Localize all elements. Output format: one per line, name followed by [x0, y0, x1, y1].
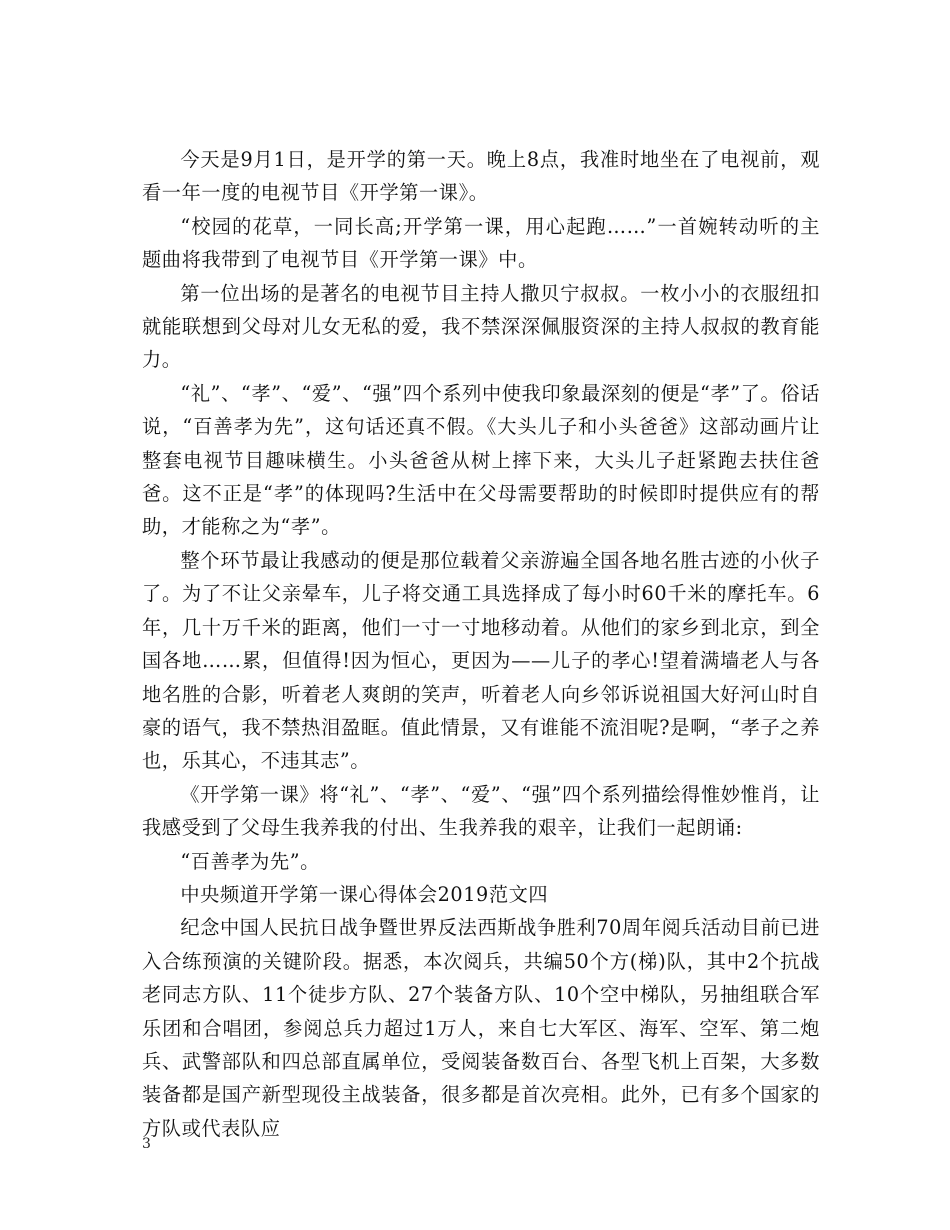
- document-body: [142, 143, 820, 1145]
- paragraph: 纪念中国人民抗日战争暨世界反法西斯战争胜利70周年阅兵活动目前已进入合练预演的关键阶段。据悉，本次阅兵，共编50个方(梯)队，其中2个抗战老同志方队、11个徒步方队、27个装备方队、10个空中梯队，另抽组联合军乐团和合唱团，参阅总兵力超过1万人，来自七大军区、海军、空军、第二炮兵、武警部队和四总部直属单位，受阅装备数百台、各型飞机上百架，大多数装备都是国产新型现役主战装备，很多都是首次亮相。此外，已有多个国家的方队或代表队应: [142, 916, 820, 1140]
- section-heading: 中央频道开学第一课心得体会2019范文四: [180, 882, 549, 906]
- paragraph: 整个环节最让我感动的便是那位载着父亲游遍全国各地名胜古迹的小伙子了。为了不让父亲晕车，儿子将交通工具选择成了每小时60千米的摩托车。6年，几十万千米的距离，他们一寸一寸地移动着。从他们的家乡到北京，到全国各地……累，但值得!因为恒心，更因为——儿子的孝心!望着满墙老人与各地名胜的合影，听着老人爽朗的笑声，听着老人向乡邻诉说祖国大好河山时自豪的语气，我不禁热泪盈眶。值此情景，又有谁能不流泪呢?是啊，“孝子之养也，乐其心，不违其志”。: [142, 548, 820, 773]
- paragraph: 第一位出场的是著名的电视节目主持人撒贝宁叔叔。一枚小小的衣服纽扣就能联想到父母对儿女无私的爱，我不禁深深佩服资深的主持人叔叔的教育能力。: [142, 281, 820, 372]
- paragraph: “校园的花草，一同长高;开学第一课，用心起跑……”一首婉转动听的主题曲将我带到了电视节目《开学第一课》中。: [142, 214, 820, 272]
- paragraph: “礼”、“孝”、“爱”、“强”四个系列中使我印象最深刻的便是“孝”了。俗话说，“百善孝为先”，这句话还真不假。《大头儿子和小头爸爸》这部动画片让整套电视节目趣味横生。小头爸爸从树上摔下来，大头儿子赶紧跑去扶住爸爸。这不正是“孝”的体现吗?生活中在父母需要帮助的时候即时提供应有的帮助，才能称之为“孝”。: [142, 381, 820, 539]
- page-number: 3: [142, 1136, 151, 1152]
- paragraph: 《开学第一课》将“礼”、“孝”、“爱”、“强”四个系列描绘得惟妙惟肖，让我感受到了父母生我养我的付出、生我养我的艰辛，让我们一起朗诵:: [142, 782, 820, 840]
- paragraph: “百善孝为先”。: [180, 849, 320, 873]
- paragraph: 今天是9月1日，是开学的第一天。晚上8点，我准时地坐在了电视前，观看一年一度的电视节目《开学第一课》。: [142, 148, 820, 205]
